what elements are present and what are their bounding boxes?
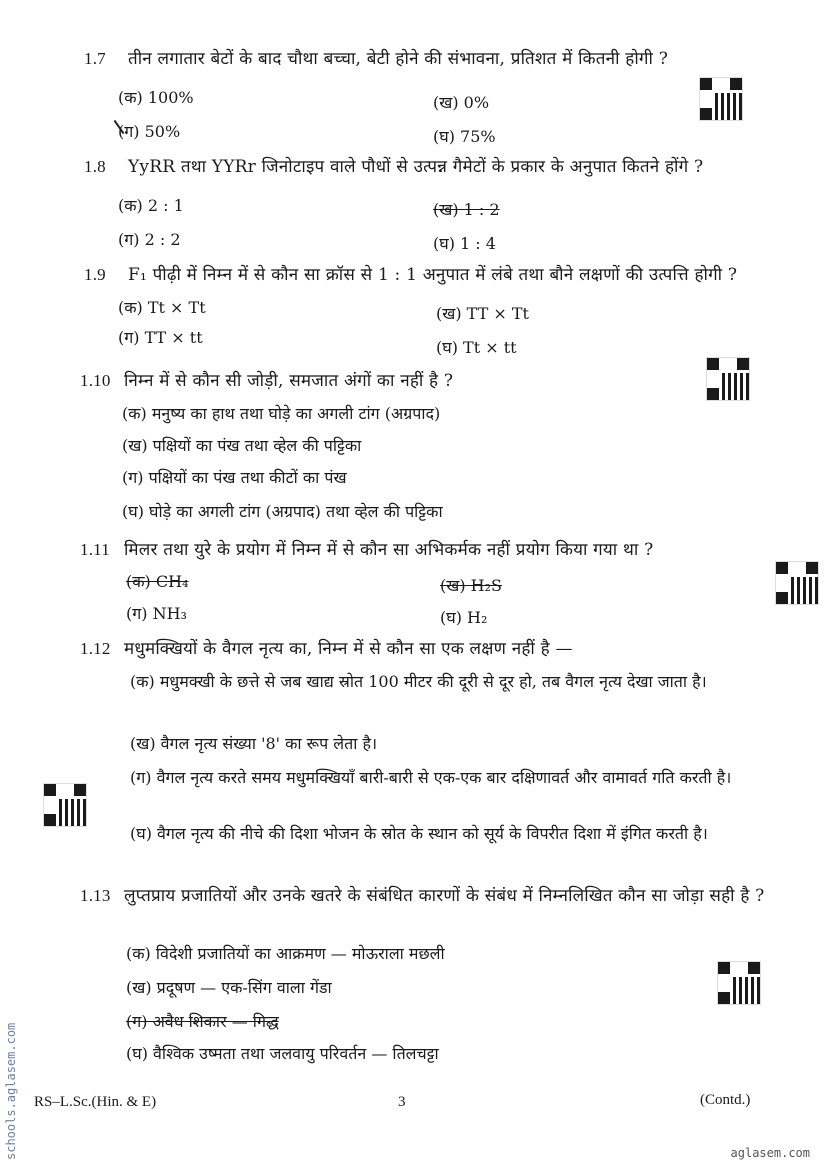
question-1-11 (80, 537, 653, 560)
option-kha: (ख) वैगल नृत्य संख्या '8' का रूप लेता है। (130, 734, 378, 753)
option-ga: (ग) वैगल नृत्य करते समय मधुमक्खियाँ बारी-बारी से एक-एक बार दक्षिणावर्त और वामावर्त गति करती है। (130, 768, 732, 787)
question-text: F₁ पीढ़ी में निम्न में से कौन सा क्रॉस से 1 : 1 अनुपात में लंबे तथा बौने लक्षणों की उत्पत्ति होगी ? (128, 265, 738, 285)
qr-code-icon (707, 358, 749, 400)
question-1-7 (84, 46, 668, 69)
question-number: 1.9 (84, 265, 106, 284)
question-text: लुप्तप्राय प्रजातियों और उनके खतरे के संबंधित कारणों के संबंध में निम्नलिखित कौन सा जोड़ा सही है ? (124, 886, 765, 906)
question-1-9 (84, 262, 737, 285)
corner-watermark: aglasem.com (730, 1146, 810, 1160)
option-kha: (ख) 0% (433, 93, 490, 112)
question-1-13 (80, 882, 780, 910)
continued-label: (Contd.) (700, 1092, 751, 1108)
option-ga: (ग) 50% (118, 122, 181, 141)
option-kha-crossed: (ख) H₂S (440, 576, 502, 595)
option-ga-crossed: (ग) अवैध शिकार — गिद्ध (126, 1012, 279, 1031)
question-1-10 (80, 368, 453, 391)
question-number: 1.8 (84, 157, 106, 176)
question-1-8 (84, 154, 703, 177)
qr-code-icon (776, 562, 818, 604)
question-number: 1.13 (80, 886, 111, 905)
question-number: 1.11 (80, 540, 110, 559)
question-text: निम्न में से कौन सी जोड़ी, समजात अंगों का नहीं है ? (124, 371, 454, 391)
question-1-12 (80, 636, 573, 659)
option-gha: (घ) वैगल नृत्य की नीचे की दिशा भोजन के स्रोत के स्थान को सूर्य के विपरीत दिशा में इंगित करती है। (130, 824, 708, 843)
question-text: तीन लगातार बेटों के बाद चौथा बच्चा, बेटी होने की संभावना, प्रतिशत में कितनी होगी ? (128, 49, 669, 69)
option-ka-crossed: (क) CH₄ (126, 572, 189, 591)
qr-code-icon (44, 784, 86, 826)
option-ka: (क) 100% (118, 88, 194, 107)
option-ga: (ग) TT × tt (118, 328, 203, 347)
option-ka: (क) 2 : 1 (118, 196, 184, 215)
qr-code-icon (718, 962, 760, 1004)
question-number: 1.10 (80, 371, 111, 390)
option-gha: (घ) Tt × tt (436, 338, 517, 357)
option-gha: (घ) H₂ (440, 608, 488, 627)
option-gha: (घ) वैश्विक उष्मता तथा जलवायु परिवर्तन — तिलचट्टा (126, 1044, 439, 1063)
option-ka: (क) Tt × Tt (118, 298, 206, 317)
question-number: 1.7 (84, 49, 106, 68)
side-watermark: schools.aglasem.com (4, 1022, 18, 1160)
option-gha: (घ) 1 : 4 (433, 234, 496, 253)
question-text: मधुमक्खियों के वैगल नृत्य का, निम्न में से कौन सा एक लक्षण नहीं है — (124, 639, 573, 659)
option-gha: (घ) 75% (433, 127, 496, 146)
option-kha: (ख) पक्षियों का पंख तथा व्हेल की पट्टिका (122, 436, 362, 455)
question-text: YyRR तथा YYRr जिनोटाइप वाले पौधों से उत्पन्न गैमेटों के प्रकार के अनुपात कितने होंगे ? (128, 157, 704, 177)
paper-code: RS–L.Sc.(Hin. & E) (34, 1094, 157, 1110)
option-ka: (क) मधुमक्खी के छत्ते से जब खाद्य स्रोत 100 मीटर की दूरी से दूर हो, तब वैगल नृत्य देखा जाता है। (130, 672, 707, 691)
option-kha: (ख) प्रदूषण — एक-सिंग वाला गेंडा (126, 978, 332, 997)
option-ga: (ग) पक्षियों का पंख तथा कीटों का पंख (122, 468, 347, 487)
option-ga: (ग) NH₃ (126, 604, 187, 623)
question-number: 1.12 (80, 639, 111, 658)
page-number: 3 (398, 1094, 406, 1110)
option-ga: (ग) 2 : 2 (118, 230, 181, 249)
option-ka: (क) विदेशी प्रजातियों का आक्रमण — मोऊराला मछली (126, 944, 445, 963)
question-text: मिलर तथा युरे के प्रयोग में निम्न में से कौन सा अभिकर्मक नहीं प्रयोग किया गया था ? (124, 540, 654, 560)
option-kha: (ख) TT × Tt (436, 304, 529, 323)
qr-code-icon (700, 78, 742, 120)
option-ka: (क) मनुष्य का हाथ तथा घोड़े का अगली टांग (अग्रपाद) (122, 404, 441, 423)
option-kha-crossed: (ख) 1 : 2 (433, 200, 500, 219)
option-gha: (घ) घोड़े का अगली टांग (अग्रपाद) तथा व्हेल की पट्टिका (122, 502, 443, 521)
